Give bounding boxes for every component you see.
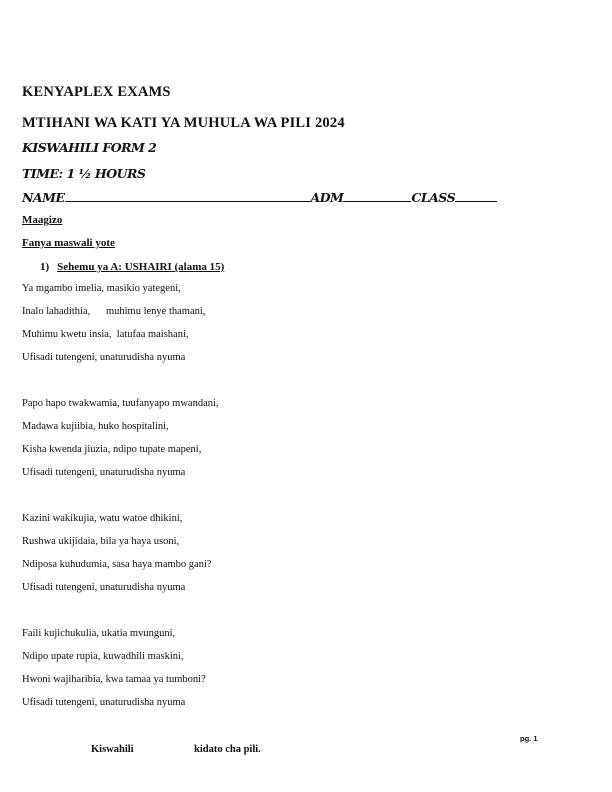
- section-title: Sehemu ya A: USHAIRI (alama 15): [57, 261, 225, 273]
- footer-class: kidato cha pili.: [194, 744, 261, 755]
- poem-line: Rushwa ukijidaia, bila ya haya usoni,: [22, 536, 180, 547]
- poem-line: Faili kujichukulia, ukatia mvunguni,: [22, 628, 176, 639]
- time-allowed: TIME: 1 ½ HOURS: [22, 166, 146, 181]
- exam-title: MTIHANI WA KATI YA MUHULA WA PILI 2024: [22, 115, 345, 131]
- subject-title: KISWAHILI FORM 2: [22, 140, 157, 155]
- section-number: 1): [40, 261, 50, 273]
- poem-line: Inalo lahadithia, muhimu lenye thamani,: [22, 306, 206, 317]
- class-blank: [455, 190, 497, 202]
- poem-line: Ndiposa kuhudumia, sasa haya mambo gani?: [22, 559, 212, 570]
- poem-refrain: Ufisadi tutengeni, unaturudisha nyuma: [22, 697, 186, 708]
- poem-line: Hwoni wajiharibia, kwa tamaa ya tumboni?: [22, 674, 206, 685]
- name-blank: [65, 190, 311, 202]
- class-label: CLASS: [411, 190, 456, 205]
- poem-line: Kisha kwenda jiuzia, ndipo tupate mapeni,: [22, 444, 202, 455]
- poem-refrain: Ufisadi tutengeni, unaturudisha nyuma: [22, 582, 186, 593]
- name-label: NAME: [22, 190, 65, 205]
- poem-line: Ndipo upate rupia, kuwadhili maskini,: [22, 651, 184, 662]
- poem-line: Kazini wakikujia, watu watoe dhikini,: [22, 513, 183, 524]
- page-number: pg. 1: [520, 734, 538, 743]
- poem-line: Muhimu kwetu insia, latufaa maishani,: [22, 329, 189, 340]
- adm-blank: [343, 190, 411, 202]
- poem-line: Papo hapo twakwamia, tuufanyapo mwandani,: [22, 398, 219, 409]
- instructions-title: Maagizo: [22, 214, 63, 226]
- section-heading: [40, 261, 224, 273]
- org-title: KENYAPLEX EXAMS: [22, 84, 171, 100]
- candidate-details-row: [22, 190, 497, 205]
- poem-line: Ya mgambo imelia, masikio yategeni,: [22, 283, 181, 294]
- poem-line: Madawa kujiibia, huko hospitalini,: [22, 421, 169, 432]
- instructions-line: Fanya maswali yote: [22, 237, 115, 249]
- poem-refrain: Ufisadi tutengeni, unaturudisha nyuma: [22, 352, 186, 363]
- poem-refrain: Ufisadi tutengeni, unaturudisha nyuma: [22, 467, 186, 478]
- footer-subject: Kiswahili: [91, 744, 134, 755]
- adm-label: ADM: [310, 190, 344, 205]
